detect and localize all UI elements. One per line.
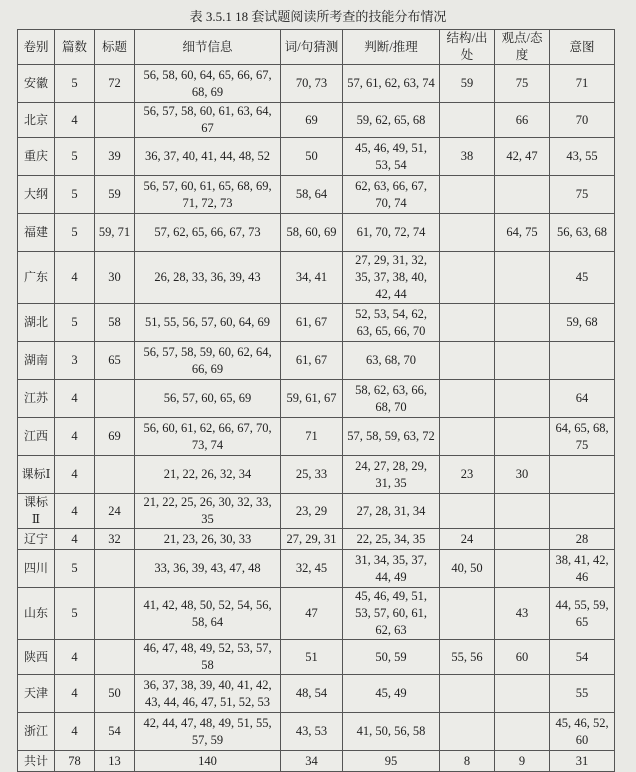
- table-cell: 4: [55, 252, 95, 304]
- table-cell: 4: [55, 675, 95, 713]
- table-row: [18, 675, 615, 713]
- table-row: [18, 252, 615, 304]
- table-cell: 13: [95, 751, 135, 772]
- table-cell: 25, 33: [281, 456, 343, 494]
- table-cell: [440, 342, 495, 380]
- table-cell: 4: [55, 380, 95, 418]
- table-cell: [440, 304, 495, 342]
- table-cell: 61, 67: [281, 342, 343, 380]
- table-cell: 27, 29, 31: [281, 529, 343, 550]
- table-cell: 72: [95, 65, 135, 103]
- table-cell: [550, 456, 615, 494]
- table-cell: 5: [55, 214, 95, 252]
- table-cell: [95, 103, 135, 138]
- row-label: 课标Ⅰ: [18, 456, 55, 494]
- table-cell: 5: [55, 550, 95, 588]
- table-row: [18, 713, 615, 751]
- table-cell: 21, 22, 26, 32, 34: [135, 456, 281, 494]
- row-label: 湖北: [18, 304, 55, 342]
- table-cell: [495, 494, 550, 529]
- table-row: [18, 138, 615, 176]
- row-label: 江苏: [18, 380, 55, 418]
- table-cell: [440, 252, 495, 304]
- table-cell: [495, 550, 550, 588]
- row-label: 课标Ⅱ: [18, 494, 55, 529]
- table-cell: 36, 37, 40, 41, 44, 48, 52: [135, 138, 281, 176]
- table-cell: [95, 550, 135, 588]
- table-cell: [95, 456, 135, 494]
- table-cell: 24: [95, 494, 135, 529]
- table-cell: 5: [55, 138, 95, 176]
- table-cell: 56, 57, 60, 61, 65, 68, 69, 71, 72, 73: [135, 176, 281, 214]
- table-cell: 95: [343, 751, 440, 772]
- table-cell: 71: [281, 418, 343, 456]
- table-row: [18, 456, 615, 494]
- table-cell: 71: [550, 65, 615, 103]
- table-cell: 27, 29, 31, 32, 35, 37, 38, 40, 42, 44: [343, 252, 440, 304]
- table-cell: [440, 588, 495, 640]
- table-cell: [440, 214, 495, 252]
- table-row: [18, 751, 615, 772]
- table-cell: 70: [550, 103, 615, 138]
- table-row: [18, 418, 615, 456]
- table-cell: 33, 36, 39, 43, 47, 48: [135, 550, 281, 588]
- table-cell: 5: [55, 65, 95, 103]
- table-cell: [495, 342, 550, 380]
- table-cell: 42, 44, 47, 48, 49, 51, 55, 57, 59: [135, 713, 281, 751]
- column-header: 篇数: [55, 30, 95, 65]
- table-cell: 64, 65, 68, 75: [550, 418, 615, 456]
- table-cell: 61, 70, 72, 74: [343, 214, 440, 252]
- table-cell: 4: [55, 456, 95, 494]
- table-cell: 43, 55: [550, 138, 615, 176]
- column-header: 标题: [95, 30, 135, 65]
- table-cell: 75: [550, 176, 615, 214]
- table-cell: 57, 61, 62, 63, 74: [343, 65, 440, 103]
- table-row: [18, 494, 615, 529]
- table-cell: 4: [55, 103, 95, 138]
- table-cell: 41, 42, 48, 50, 52, 54, 56, 58, 64: [135, 588, 281, 640]
- table-row: [18, 176, 615, 214]
- table-cell: 5: [55, 176, 95, 214]
- table-cell: [440, 675, 495, 713]
- table-cell: 78: [55, 751, 95, 772]
- table-cell: 24, 27, 28, 29, 31, 35: [343, 456, 440, 494]
- row-label: 浙江: [18, 713, 55, 751]
- table-row: [18, 529, 615, 550]
- table-cell: 59: [440, 65, 495, 103]
- table-cell: 21, 23, 26, 30, 33: [135, 529, 281, 550]
- table-cell: 5: [55, 304, 95, 342]
- table-cell: 54: [95, 713, 135, 751]
- table-cell: 31, 34, 35, 37, 44, 49: [343, 550, 440, 588]
- table-cell: 50: [281, 138, 343, 176]
- table-cell: 59, 71: [95, 214, 135, 252]
- table-cell: 41, 50, 56, 58: [343, 713, 440, 751]
- table-cell: 65: [95, 342, 135, 380]
- table-row: [18, 65, 615, 103]
- table-cell: [440, 494, 495, 529]
- table-cell: 39: [95, 138, 135, 176]
- table-cell: [495, 252, 550, 304]
- row-label: 湖南: [18, 342, 55, 380]
- table-cell: 64, 75: [495, 214, 550, 252]
- table-cell: 27, 28, 31, 34: [343, 494, 440, 529]
- table-cell: 59, 62, 65, 68: [343, 103, 440, 138]
- table-cell: 56, 63, 68: [550, 214, 615, 252]
- column-header: 观点/态度: [495, 30, 550, 65]
- table-cell: [95, 588, 135, 640]
- table-cell: 32, 45: [281, 550, 343, 588]
- table-cell: [440, 103, 495, 138]
- table-cell: 70, 73: [281, 65, 343, 103]
- table-cell: 24: [440, 529, 495, 550]
- table-cell: [440, 418, 495, 456]
- table-cell: 22, 25, 34, 35: [343, 529, 440, 550]
- table-cell: 58, 60, 69: [281, 214, 343, 252]
- table-cell: 34, 41: [281, 252, 343, 304]
- table-cell: 45: [550, 252, 615, 304]
- row-label: 福建: [18, 214, 55, 252]
- table-row: [18, 103, 615, 138]
- column-header: 细节信息: [135, 30, 281, 65]
- table-cell: 50: [95, 675, 135, 713]
- table-cell: 66: [495, 103, 550, 138]
- table-cell: [550, 494, 615, 529]
- table-cell: 51: [281, 640, 343, 675]
- table-cell: [495, 176, 550, 214]
- table-cell: 45, 46, 49, 51, 53, 54: [343, 138, 440, 176]
- table-cell: 4: [55, 529, 95, 550]
- table-cell: 8: [440, 751, 495, 772]
- table-cell: 4: [55, 640, 95, 675]
- table-cell: [495, 675, 550, 713]
- table-cell: [440, 713, 495, 751]
- table-cell: 59: [95, 176, 135, 214]
- table-cell: [95, 380, 135, 418]
- column-header: 判断/推理: [343, 30, 440, 65]
- table-cell: 75: [495, 65, 550, 103]
- table-cell: 34: [281, 751, 343, 772]
- table-cell: 36, 37, 38, 39, 40, 41, 42, 43, 44, 46, 47, 51, 52, 53: [135, 675, 281, 713]
- table-cell: 56, 58, 60, 64, 65, 66, 67, 68, 69: [135, 65, 281, 103]
- table-cell: 58, 62, 63, 66, 68, 70: [343, 380, 440, 418]
- row-label: 北京: [18, 103, 55, 138]
- row-label: 安徽: [18, 65, 55, 103]
- table-row: [18, 550, 615, 588]
- table-cell: 45, 46, 49, 51, 53, 57, 60, 61, 62, 63: [343, 588, 440, 640]
- table-cell: 4: [55, 418, 95, 456]
- table-cell: 23: [440, 456, 495, 494]
- table-cell: [495, 418, 550, 456]
- table-cell: 55: [550, 675, 615, 713]
- table-cell: 4: [55, 494, 95, 529]
- table-cell: 69: [95, 418, 135, 456]
- table-cell: 62, 63, 66, 67, 70, 74: [343, 176, 440, 214]
- table-cell: 38, 41, 42, 46: [550, 550, 615, 588]
- table-cell: 21, 22, 25, 26, 30, 32, 33, 35: [135, 494, 281, 529]
- table-cell: 45, 49: [343, 675, 440, 713]
- table-cell: [495, 713, 550, 751]
- row-label: 共计: [18, 751, 55, 772]
- table-cell: 9: [495, 751, 550, 772]
- table-cell: 57, 62, 65, 66, 67, 73: [135, 214, 281, 252]
- table-cell: [440, 176, 495, 214]
- table-cell: 45, 46, 52, 60: [550, 713, 615, 751]
- table-cell: 51, 55, 56, 57, 60, 64, 69: [135, 304, 281, 342]
- table-cell: 30: [95, 252, 135, 304]
- table-cell: 59, 68: [550, 304, 615, 342]
- table-cell: 56, 57, 58, 59, 60, 62, 64, 66, 69: [135, 342, 281, 380]
- table-cell: 57, 58, 59, 63, 72: [343, 418, 440, 456]
- table-cell: 47: [281, 588, 343, 640]
- table-cell: 61, 67: [281, 304, 343, 342]
- row-label: 天津: [18, 675, 55, 713]
- header-row: [18, 30, 615, 65]
- table-cell: [440, 380, 495, 418]
- table-cell: 30: [495, 456, 550, 494]
- table-cell: [495, 304, 550, 342]
- table-row: [18, 380, 615, 418]
- table-cell: 38: [440, 138, 495, 176]
- table-cell: [95, 640, 135, 675]
- table-cell: 28: [550, 529, 615, 550]
- skills-distribution-table: [17, 29, 615, 772]
- table-row: [18, 640, 615, 675]
- column-header: 卷别: [18, 30, 55, 65]
- table-cell: 26, 28, 33, 36, 39, 43: [135, 252, 281, 304]
- table-cell: 40, 50: [440, 550, 495, 588]
- table-cell: 54: [550, 640, 615, 675]
- table-row: [18, 304, 615, 342]
- table-cell: 63, 68, 70: [343, 342, 440, 380]
- table-cell: 44, 55, 59, 65: [550, 588, 615, 640]
- table-cell: 48, 54: [281, 675, 343, 713]
- table-cell: 140: [135, 751, 281, 772]
- row-label: 山东: [18, 588, 55, 640]
- table-cell: 55, 56: [440, 640, 495, 675]
- row-label: 江西: [18, 418, 55, 456]
- row-label: 重庆: [18, 138, 55, 176]
- table-cell: 5: [55, 588, 95, 640]
- table-cell: 43: [495, 588, 550, 640]
- table-cell: 60: [495, 640, 550, 675]
- table-cell: 32: [95, 529, 135, 550]
- row-label: 广东: [18, 252, 55, 304]
- table-cell: 56, 57, 60, 65, 69: [135, 380, 281, 418]
- table-cell: 23, 29: [281, 494, 343, 529]
- row-label: 四川: [18, 550, 55, 588]
- table-cell: [495, 529, 550, 550]
- column-header: 词/句猜测: [281, 30, 343, 65]
- table-cell: 3: [55, 342, 95, 380]
- table-cell: 46, 47, 48, 49, 52, 53, 57, 58: [135, 640, 281, 675]
- table-cell: [550, 342, 615, 380]
- row-label: 陕西: [18, 640, 55, 675]
- table-cell: 59, 61, 67: [281, 380, 343, 418]
- table-cell: 64: [550, 380, 615, 418]
- row-label: 辽宁: [18, 529, 55, 550]
- table-cell: 43, 53: [281, 713, 343, 751]
- column-header: 结构/出处: [440, 30, 495, 65]
- table-cell: 50, 59: [343, 640, 440, 675]
- table-cell: 69: [281, 103, 343, 138]
- table-cell: 56, 57, 58, 60, 61, 63, 64, 67: [135, 103, 281, 138]
- table-cell: 58, 64: [281, 176, 343, 214]
- column-header: 意图: [550, 30, 615, 65]
- table-cell: 31: [550, 751, 615, 772]
- table-caption: 表 3.5.1 18 套试题阅读所考查的技能分布情况: [189, 9, 447, 24]
- table-row: [18, 342, 615, 380]
- row-label: 大纲: [18, 176, 55, 214]
- table-cell: 58: [95, 304, 135, 342]
- table-cell: [495, 380, 550, 418]
- table-cell: 42, 47: [495, 138, 550, 176]
- table-cell: 4: [55, 713, 95, 751]
- table-row: [18, 214, 615, 252]
- table-cell: 52, 53, 54, 62, 63, 65, 66, 70: [343, 304, 440, 342]
- table-cell: 56, 60, 61, 62, 66, 67, 70, 73, 74: [135, 418, 281, 456]
- table-row: [18, 588, 615, 640]
